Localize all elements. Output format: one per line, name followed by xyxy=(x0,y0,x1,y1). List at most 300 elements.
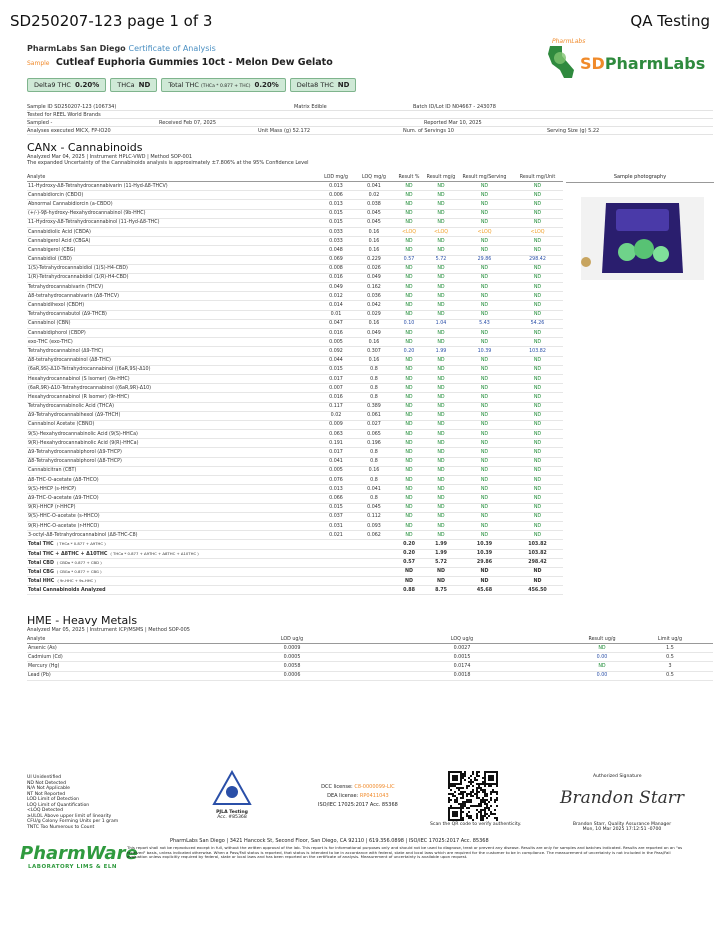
table-row xyxy=(27,283,563,292)
cell-value: ND xyxy=(457,191,512,200)
legend-item: CFU/g Colony Forming Units per 1 gram xyxy=(27,819,119,824)
analyte-name: Δ9-Tetrahydrocannabihexol (Δ9-THCH) xyxy=(27,411,317,420)
col-loq: LOQ ug/g xyxy=(347,636,577,644)
qr-code-icon xyxy=(448,771,498,821)
cell-value: 0.8 xyxy=(355,393,393,402)
cell-value: ND xyxy=(393,365,425,374)
col-limit: Limit ug/g xyxy=(627,636,713,644)
cell-value: 0.8 xyxy=(355,457,393,466)
handwritten-signature: Brandon Starr xyxy=(560,788,685,808)
total-value: 1.99 xyxy=(425,549,457,558)
cell-value: 0.007 xyxy=(317,384,355,393)
total-value: 0.20 xyxy=(393,549,425,558)
total-value: ND xyxy=(393,577,425,586)
col-result-pct: Result % xyxy=(393,174,425,182)
cell-value: ND xyxy=(393,338,425,347)
cell-value: 0.02 xyxy=(317,411,355,420)
analyte-name: Δ8-tetrahydrocannabinol (Δ8-THC) xyxy=(27,356,317,365)
cell-value: ND xyxy=(425,476,457,485)
legend-item: N/A Not Applicable xyxy=(27,786,70,791)
total-row xyxy=(27,540,563,549)
cell-value: 0.117 xyxy=(317,402,355,411)
cell-value: ND xyxy=(425,393,457,402)
cell-value: 0.10 xyxy=(393,319,425,328)
total-value: 8.75 xyxy=(425,586,457,595)
cell-value: 0.062 xyxy=(355,531,393,540)
cell-value: ND xyxy=(512,237,563,246)
cell-value: 0.093 xyxy=(355,521,393,530)
cell-value: 0.307 xyxy=(355,347,393,356)
total-value: ND xyxy=(393,567,425,576)
table-row xyxy=(27,273,563,282)
cell-value: 0.005 xyxy=(317,466,355,475)
table-row xyxy=(27,301,563,310)
cell-value: 0.021 xyxy=(317,531,355,540)
cell-value: ND xyxy=(393,494,425,503)
lab-address: PharmLabs San Diego | 3421 Hancock St, Second Floor, San Diego, CA 92110 | 619.356.0898 | ISO/IEC 17025:2017 Acc. 85368 xyxy=(170,838,489,844)
analyte-name: 11-Hydroxy-Δ8-Tetrahydrocannabinol (11-Hyd-Δ8-THC) xyxy=(27,218,317,227)
cell-value: ND xyxy=(512,476,563,485)
logo-wordmark: SDPharmLabs xyxy=(580,54,706,73)
cell-value: 0.0058 xyxy=(237,662,347,671)
cell-value: 10.39 xyxy=(457,347,512,356)
table-row xyxy=(27,356,563,365)
cell-value: ND xyxy=(425,448,457,457)
cell-value: ND xyxy=(457,466,512,475)
cell-value: ND xyxy=(457,384,512,393)
analyte-name: (+/-)-9β-hydroxy-Hexahydrocannabinol (9b-HHC) xyxy=(27,209,317,218)
pharmware-logo xyxy=(20,843,138,870)
cell-value: ND xyxy=(512,466,563,475)
analyte-name: Cannabidiolic Acid (CBDA) xyxy=(27,227,317,236)
cell-value: ND xyxy=(425,466,457,475)
cell-value: ND xyxy=(393,512,425,521)
analyte-name: 11-Hydroxy-Δ8-Tetrahydrocannabivarin (11-Hyd-Δ8-THCV) xyxy=(27,182,317,191)
cell-value: 0.196 xyxy=(355,439,393,448)
cell-value: ND xyxy=(393,485,425,494)
cell-value: ND xyxy=(457,356,512,365)
cell-value: ND xyxy=(457,264,512,273)
table-row xyxy=(27,200,563,209)
analyte-name: Tetrahydrocannabutol (Δ9-THCB) xyxy=(27,310,317,319)
pjla-badge xyxy=(212,770,252,820)
legend-item: LOQ Limit of Quantification xyxy=(27,802,90,808)
cell-value: 0.042 xyxy=(355,301,393,310)
signer-block xyxy=(567,822,677,832)
cell-value: 0.029 xyxy=(355,310,393,319)
info-row xyxy=(27,103,713,111)
cell-value: 0.16 xyxy=(355,338,393,347)
potency-summary xyxy=(27,78,356,92)
canx-uncertainty: The expanded Uncertainty of the Cannabinoids analysis is approximately ±7.806% at the 95% Confidence Level xyxy=(27,160,309,166)
pharmware-wordmark: PharmWare xyxy=(20,843,138,864)
cell-value: ND xyxy=(425,384,457,393)
num-servings: Num. of Servings 10 xyxy=(403,128,454,134)
cell-value: ND xyxy=(393,448,425,457)
cell-value: 0.57 xyxy=(393,255,425,264)
cell-value: 0.048 xyxy=(317,246,355,255)
cell-value: ND xyxy=(425,283,457,292)
cell-value: 1.5 xyxy=(627,644,713,653)
cell-value: 0.16 xyxy=(355,356,393,365)
cell-value: 0.013 xyxy=(317,200,355,209)
cell-value: ND xyxy=(393,531,425,540)
cell-value: <LOQ xyxy=(425,227,457,236)
total-value: ND xyxy=(512,567,563,576)
reported: Reported Mar 10, 2025 xyxy=(424,120,482,126)
analyte-name: Cannabinol (CBN) xyxy=(27,319,317,328)
total-value: 29.86 xyxy=(457,558,512,567)
sample-heading xyxy=(27,57,333,68)
cannabinoids-table xyxy=(27,174,563,595)
cell-value: ND xyxy=(425,512,457,521)
analyte-name: Δ8-THC-O-acetate (Δ8-THCO) xyxy=(27,476,317,485)
analyte-name: Cadmium (Cd) xyxy=(27,653,237,662)
cell-value: 0.8 xyxy=(355,384,393,393)
table-row xyxy=(27,494,563,503)
cell-value: ND xyxy=(425,457,457,466)
cell-value: ND xyxy=(425,420,457,429)
pjla-label: PJLA Testing xyxy=(216,810,248,815)
table-header-row xyxy=(27,174,563,182)
cell-value: ND xyxy=(457,310,512,319)
gummies-package-image xyxy=(581,197,704,280)
abbreviation-legend xyxy=(27,775,118,830)
analyte-name: Cannabicitran (CBT) xyxy=(27,466,317,475)
cell-value: ND xyxy=(393,246,425,255)
cell-value: 0.16 xyxy=(355,319,393,328)
cell-value: ND xyxy=(457,301,512,310)
cell-value: 0.389 xyxy=(355,402,393,411)
legend-item: ND Not Detected xyxy=(27,780,67,786)
total-value: ND xyxy=(457,567,512,576)
analyte-name: Arsenic (As) xyxy=(27,644,237,653)
table-row xyxy=(27,420,563,429)
hme-analyzed: Analyzed Mar 05, 2025 | Instrument ICP/MSMS | Method SOP-005 xyxy=(27,627,190,633)
auth-signature-label: Authorized Signature xyxy=(593,774,642,779)
cell-value: ND xyxy=(425,365,457,374)
cell-value: 0.015 xyxy=(317,209,355,218)
cell-value: ND xyxy=(512,521,563,530)
cell-value: ND xyxy=(393,329,425,338)
cell-value: 0.015 xyxy=(317,503,355,512)
cell-value: ND xyxy=(457,329,512,338)
col-lod: LOD ug/g xyxy=(237,636,347,644)
cell-value: ND xyxy=(512,246,563,255)
legend-item: ≥ULOL Above upper limit of linearity xyxy=(27,813,112,819)
cell-value: ND xyxy=(512,365,563,374)
total-label: Total THC + Δ8THC + Δ10THC ( THCa * 0.877 + Δ9THC + Δ8THC + Δ10THC ) xyxy=(27,549,317,558)
cell-value: 0.044 xyxy=(317,356,355,365)
cell-value: ND xyxy=(393,182,425,191)
table-row xyxy=(27,644,713,653)
cell-value: ND xyxy=(512,301,563,310)
table-row xyxy=(27,485,563,494)
cell-value: ND xyxy=(425,411,457,420)
cell-value: 0.041 xyxy=(317,457,355,466)
table-row xyxy=(27,521,563,530)
cell-value: 0.049 xyxy=(355,273,393,282)
table-row xyxy=(27,466,563,475)
cell-value: 29.86 xyxy=(457,255,512,264)
cell-value: 0.049 xyxy=(355,329,393,338)
cell-value: ND xyxy=(425,430,457,439)
analyte-name: 9(R)-HHCP (r-HHCP) xyxy=(27,503,317,512)
cell-value: 0.045 xyxy=(355,503,393,512)
cell-value: 0.066 xyxy=(317,494,355,503)
lab-heading xyxy=(27,44,216,53)
cell-value: 0.061 xyxy=(355,411,393,420)
cell-value: 0.015 xyxy=(317,365,355,374)
cell-value: ND xyxy=(457,374,512,383)
cell-value: ND xyxy=(512,182,563,191)
analyte-name: 9(S)-HHCP (s-HHCP) xyxy=(27,485,317,494)
analyte-name: Cannabinol Acetate (CBNO) xyxy=(27,420,317,429)
analyte-name: Tetrahydrocannabivarin (THCV) xyxy=(27,283,317,292)
total-row xyxy=(27,586,563,595)
cell-value: ND xyxy=(393,237,425,246)
analyte-name: Mercury (Hg) xyxy=(27,662,237,671)
total-row xyxy=(27,549,563,558)
col-lod: LOD mg/g xyxy=(317,174,355,182)
dea-license: DEA license: RP0411043 xyxy=(327,793,389,799)
cell-value: ND xyxy=(512,448,563,457)
pill-delta9-thc: Delta9 THC 0.20% xyxy=(27,78,106,92)
sample-name: Cutleaf Euphoria Gummies 10ct - Melon Dew Gelato xyxy=(55,57,333,68)
cell-value: 103.82 xyxy=(512,347,563,356)
cell-value: ND xyxy=(512,457,563,466)
cell-value: ND xyxy=(512,329,563,338)
total-value: ND xyxy=(425,567,457,576)
analyte-name: Cannabidiphorol (CBDP) xyxy=(27,329,317,338)
logo-small-text: PharmLabs xyxy=(552,38,586,45)
cell-value: ND xyxy=(393,218,425,227)
cell-value: ND xyxy=(457,365,512,374)
cell-value: 0.069 xyxy=(317,255,355,264)
legend-item: LOD Limit of Detection xyxy=(27,797,80,802)
cell-value: ND xyxy=(512,356,563,365)
analyte-name: 9(R)-Hexahydrocannabinolic Acid (9(R)-HHCa) xyxy=(27,439,317,448)
cell-value: 0.162 xyxy=(355,283,393,292)
cell-value: 0.5 xyxy=(627,671,713,680)
pharmware-tagline: LABORATORY LIMS & ELN xyxy=(28,864,117,870)
cell-value: ND xyxy=(425,374,457,383)
total-value: 10.39 xyxy=(457,540,512,549)
cell-value: 0.16 xyxy=(355,466,393,475)
cell-value: ND xyxy=(457,411,512,420)
cell-value: 0.16 xyxy=(355,246,393,255)
cell-value: 298.42 xyxy=(512,255,563,264)
cell-value: ND xyxy=(393,301,425,310)
table-row xyxy=(27,439,563,448)
cell-value: 0.8 xyxy=(355,476,393,485)
matrix: Matrix Edible xyxy=(294,104,327,110)
cell-value: 0.20 xyxy=(393,347,425,356)
serving-size: Serving Size (g) 5.22 xyxy=(547,128,600,134)
cell-value: ND xyxy=(425,503,457,512)
table-row xyxy=(27,374,563,383)
cell-value: 0.112 xyxy=(355,512,393,521)
cell-value: ND xyxy=(425,356,457,365)
cell-value: 0.0015 xyxy=(347,653,577,662)
cell-value: ND xyxy=(512,191,563,200)
cell-value: ND xyxy=(425,292,457,301)
cell-value: ND xyxy=(393,209,425,218)
table-row xyxy=(27,338,563,347)
sampled: Sampled - xyxy=(27,120,53,126)
cell-value: ND xyxy=(393,384,425,393)
cell-value: ND xyxy=(512,430,563,439)
hme-header xyxy=(27,614,190,633)
analyte-name: (6aR,9R)-Δ10-Tetrahydrocannabinol ((6aR,9R)-Δ10) xyxy=(27,384,317,393)
total-label: Total THC ( THCa * 0.877 + Δ9THC ) xyxy=(27,540,317,549)
analyte-name: exo-THC (exo-THC) xyxy=(27,338,317,347)
cell-value: ND xyxy=(425,310,457,319)
info-row xyxy=(27,119,713,127)
cell-value: ND xyxy=(512,200,563,209)
analyses-executed: Analyses executed MICX, FP-IO20 xyxy=(27,128,111,134)
cell-value: 0.015 xyxy=(317,218,355,227)
cell-value: ND xyxy=(457,457,512,466)
analyte-name: Cannabigerol (CBG) xyxy=(27,246,317,255)
sample-photo xyxy=(581,197,704,280)
cell-value: ND xyxy=(512,439,563,448)
cell-value: 0.005 xyxy=(317,338,355,347)
cell-value: ND xyxy=(457,246,512,255)
heavy-metals-table xyxy=(27,636,713,681)
cell-value: 0.041 xyxy=(355,485,393,494)
col-result-serving: Result mg/Serving xyxy=(457,174,512,182)
analyte-name: 9(S)-HHC-O-acetate (s-HHCO) xyxy=(27,512,317,521)
cell-value: ND xyxy=(425,531,457,540)
licenses xyxy=(318,783,398,810)
cell-value: ND xyxy=(393,200,425,209)
tested-for: Tested for REEL World Brands xyxy=(27,112,101,118)
table-row xyxy=(27,430,563,439)
cell-value: ND xyxy=(577,662,627,671)
cell-value: ND xyxy=(393,292,425,301)
cell-value: ND xyxy=(425,182,457,191)
cell-value: ND xyxy=(425,329,457,338)
cell-value: 0.009 xyxy=(317,420,355,429)
table-row xyxy=(27,246,563,255)
cell-value: ND xyxy=(393,310,425,319)
table-row xyxy=(27,264,563,273)
analyte-name: Cannabidiol (CBD) xyxy=(27,255,317,264)
cell-value: 0.016 xyxy=(317,393,355,402)
cell-value: ND xyxy=(393,411,425,420)
cell-value: 0.0174 xyxy=(347,662,577,671)
pill-thca: THCa ND xyxy=(110,78,157,92)
cell-value: ND xyxy=(393,466,425,475)
cell-value: 0.014 xyxy=(317,301,355,310)
analyte-name: 3-octyl-Δ8-Tetrahydrocannabinol (Δ8-THC-C8) xyxy=(27,531,317,540)
cell-value: ND xyxy=(512,264,563,273)
table-row xyxy=(27,310,563,319)
cell-value: ND xyxy=(425,264,457,273)
analyte-name: Hexahydrocannabinol (R Isomer) (9r-HHC) xyxy=(27,393,317,402)
cell-value: 0.8 xyxy=(355,448,393,457)
cell-value: ND xyxy=(457,476,512,485)
cell-value: 5.72 xyxy=(425,255,457,264)
cell-value: 0.5 xyxy=(627,653,713,662)
info-row xyxy=(27,127,713,135)
cell-value: ND xyxy=(393,191,425,200)
cell-value: 0.191 xyxy=(317,439,355,448)
legend-item: <LOQ Detected xyxy=(27,808,63,813)
cell-value: 0.006 xyxy=(317,191,355,200)
cell-value: ND xyxy=(425,191,457,200)
cell-value: ND xyxy=(457,494,512,503)
unit-mass: Unit Mass (g) 52.172 xyxy=(258,128,311,134)
cell-value: ND xyxy=(512,273,563,282)
cell-value: 1.04 xyxy=(425,319,457,328)
cell-value: ND xyxy=(457,503,512,512)
legend-item: NT Not Reported xyxy=(27,791,66,797)
cell-value: ND xyxy=(425,209,457,218)
total-value: 0.57 xyxy=(393,558,425,567)
cell-value: ND xyxy=(512,310,563,319)
cell-value: 0.038 xyxy=(355,200,393,209)
cell-value: ND xyxy=(425,439,457,448)
cell-value: ND xyxy=(512,209,563,218)
legend-item: TNTC Too Numerous to Count xyxy=(27,824,95,830)
cell-value: ND xyxy=(512,393,563,402)
canx-title: CANx - Cannabinoids xyxy=(27,141,143,154)
cell-value: 0.092 xyxy=(317,347,355,356)
cell-value: 0.076 xyxy=(317,476,355,485)
disclaimer: This report shall not be reproduced except in full, without the written approval of the lab. This report is for informational purposes only and should not be used to diagnose, treat or prevent any disease. Results are only for samples and batches indicated. Results are reported on an "as received" basis, unless indicated otherwise. When a Pass/Fail status is reported, that status is intended to be in accordance with federal, state and local laws which are required for the customer to be in compliance. The measurement of uncertainty is not included in the Pass/Fail evaluation unless explicitly required by federal, state or local laws and has been reported on the certificate of analysis. Measurement of uncertainty is available upon request. xyxy=(127,845,683,860)
table-row xyxy=(27,531,563,540)
table-row xyxy=(27,329,563,338)
verification-qr-code[interactable] xyxy=(448,771,498,821)
cell-value: 0.0006 xyxy=(237,671,347,680)
analyte-name: Cannabidihexol (CBDH) xyxy=(27,301,317,310)
total-row xyxy=(27,567,563,576)
total-label: Total CBD ( CBDa * 0.877 + CBD ) xyxy=(27,558,317,567)
total-value: 0.88 xyxy=(393,586,425,595)
cell-value: ND xyxy=(457,448,512,457)
cell-value: ND xyxy=(393,457,425,466)
table-row xyxy=(27,457,563,466)
qr-caption: Scan the QR code to verify authenticity. xyxy=(430,822,522,827)
table-row xyxy=(27,402,563,411)
cell-value: ND xyxy=(512,374,563,383)
table-row xyxy=(27,182,563,191)
total-label: Total HHC ( 9r-HHC + 9s-HHC ) xyxy=(27,577,317,586)
cell-value: 0.027 xyxy=(355,420,393,429)
cell-value: 0.063 xyxy=(317,430,355,439)
canx-analyzed: Analyzed Mar 04, 2025 | Instrument HPLC-VWD | Method SOP-001 xyxy=(27,154,193,160)
analyte-name: Tetrahydrocannabinolic Acid (THCA) xyxy=(27,402,317,411)
total-label: Total CBG ( CBGa * 0.877 + CBG ) xyxy=(27,567,317,576)
cell-value: 0.026 xyxy=(355,264,393,273)
analyte-name: Lead (Pb) xyxy=(27,671,237,680)
table-row xyxy=(27,512,563,521)
cell-value: ND xyxy=(457,420,512,429)
cell-value: ND xyxy=(457,273,512,282)
cell-value: ND xyxy=(512,218,563,227)
cell-value: <LOQ xyxy=(512,227,563,236)
table-row xyxy=(27,653,713,662)
cell-value: ND xyxy=(393,439,425,448)
sample-id: Sample ID SD250207-123 (106734) xyxy=(27,104,117,110)
cell-value: 0.047 xyxy=(317,319,355,328)
legend-item: UI Unidentified xyxy=(27,775,62,780)
cell-value: 0.16 xyxy=(355,237,393,246)
canx-header xyxy=(27,141,309,166)
cell-value: ND xyxy=(425,402,457,411)
